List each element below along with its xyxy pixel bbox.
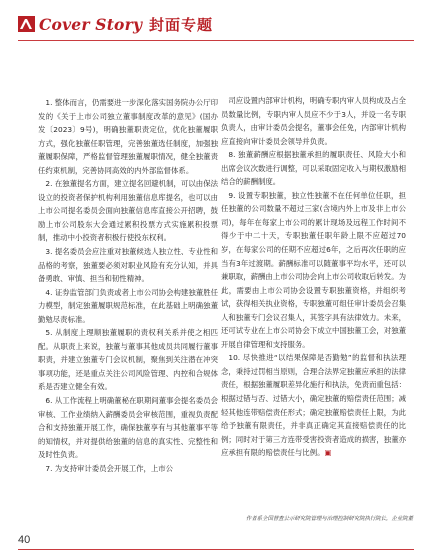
paragraph-3: 3. 提名委员会应注重对独董候选人独立性、专业性和品格的考察，独董要必须对职业风险有充分认知，并具备勇敢、审慎、担当和韧性精神。	[38, 247, 218, 284]
paragraph-1: 1. 整体而言，仍需要进一步深化落实国务院办公厅印发的《关于上市公司独立董事制度改革的意见》(国办发〔2023〕9号)，明确独董职责定位，优化独董履职方式，强化独董任职管理，完善独董选任制度，加强独董履职保障，严格监督管理独董履职情况，健全独董责任约束机制，完善协同高效的内外部监督体系。	[38, 98, 218, 175]
paragraph-10-text: 10. 尽快推进“以结果保障是否勤勉”的监督和执法理念，秉持过罚相当原则，合理合法界定独董应承担的法律责任，根据独董履职差异化施行和执法，免责而重包括：根据过错与否、过错大小，确定独董的赔偿责任范围；减轻其他连带赔偿责任形式；确定独董赔偿责任上限，为此给予独董有限责任，并非真正确定其直接赔偿责任的比例；同时对于第三方连带受害投资者造成的损害，独董亦应承担有限的赔偿责任与比例。	[221, 353, 406, 458]
paragraph-7-continued: 司应设置内部审计机构，明确专职内审人员构成及占全员数量比例，专职内审人员应不少于3人，并设一名专职负责人，由审计委员会提名，董事会任免，内部审计机构应直接向审计委员会领导并负责。	[221, 96, 406, 146]
page-number: 40	[18, 534, 31, 546]
cover-story-logo-icon	[18, 16, 35, 32]
page-header	[18, 14, 414, 36]
header-divider	[18, 40, 414, 41]
paragraph-8: 8. 独董薪酬应根据独董承担的履职责任、风险大小和出席会议次数进行调整，可以采取固定收入与期权激励相结合的薪酬制度。	[221, 150, 406, 187]
author-footnote: 作者系全国督查公示研究院管理与治理控制研究院执行院长，企业院董	[245, 516, 413, 522]
article-column-left	[38, 96, 218, 475]
paragraph-6: 6. 从工作流程上明确董秘在职期间董事会提名委员会审核、工作业绩纳入薪酬委员会审核范围，重视负责配合和支持独董开展工作，确保独董享有与其他董事平等的知情权，并对提供给独董的信息的真实性、完整性和及时性负责。	[38, 396, 218, 460]
paragraph-10	[221, 351, 406, 459]
footer-divider	[18, 549, 414, 550]
paragraph-2: 2. 在独董提名方面，建立提名回避机制，可以由保法设立的投资者保护机构利用独董信息库提名，也可以由上市公司提名委员会面向独董信息库直接公开招聘，鼓励上市公司股东大会通过累积投票方式实施累积投票制，推动中小投资者积极行使投东权利。	[38, 179, 218, 243]
paragraph-9: 9. 设置专职独董，独立性独董不在任何单位任职，担任独董的公司数量不超过三家(含境内外上市及非上市公司)，每年在每家上市公司的累计现场及远程工作时间不得少于中二十天，专职独董任职年龄上限不应超过70岁，在每家公司的任期不应超过6年，之后再次任职的应当有3年过渡期。薪酬标准可以随董事平均水平，还可以兼职取，薪酬由上市公司协会向上市公司收取后转发。为此，需要由上市公司协会设置专职独董资格，并组织考试，获得相关执业资格，专职独董可组任审计委员会召集人和独董专门会议召集人，其签字具有法律效力。未来，还可试专业在上市公司协会下成立中国独董工会，对独董开展自律管理和支持服务。	[221, 190, 406, 349]
paragraph-7: 7. 为支持审计委员会开展工作，上市公	[45, 463, 174, 473]
paragraph-4: 4. 证券监管部门负责或者上市公司协会构建独董胜任力模型，制定独董履职规范标准，在此基础上明确独董勤勉尽责标准。	[38, 287, 218, 324]
article-column-right	[221, 94, 406, 460]
section-title-chinese: 封面专题	[149, 16, 214, 34]
paragraph-5: 5. 从制度上理顺独董履职的责权利关系并使之相匹配。从职责上来说，独董与董事其他成员共同履行董事职责，并建立独董专门会议机制，聚焦到关注潜在冲突事项功能，还是重点关注公司风险管理、内控和合规体系是否建立健全有效。	[38, 328, 218, 392]
section-title-english: Cover Story	[39, 15, 143, 34]
article-end-mark-icon: ▣	[324, 448, 332, 458]
